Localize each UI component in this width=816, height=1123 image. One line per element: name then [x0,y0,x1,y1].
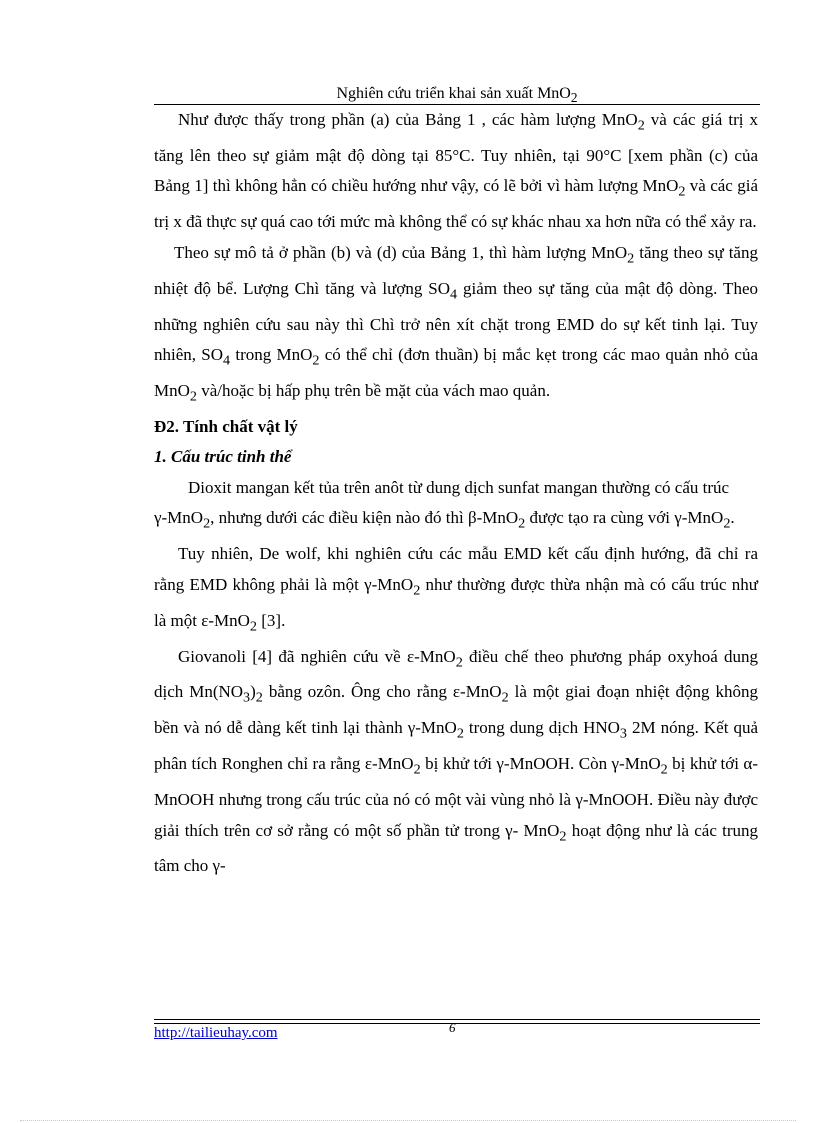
subscript: 2 [501,689,509,706]
subscript: 2 [660,761,668,778]
subscript: 4 [450,286,458,303]
text-run: hoạt động như là các trung tâm cho γ- [154,820,758,876]
text-run: như thường được thừa nhận mà có cấu trúc như là một ε-MnO [154,574,758,630]
subscript: 2 [203,515,211,532]
text-run: và các giá trị x đã thực sự quá cao tới mức mà không thể có sự khác nhau xa hơn nữa có thể xảy ra. [154,176,758,232]
subscript: 2 [455,653,463,670]
subscript: 2 [189,388,197,405]
footer-link[interactable]: http://tailieuhay.com [154,1025,278,1041]
text-run: Như được thấy trong phần (a) của Bảng 1 , các hàm lượng MnO [178,110,638,129]
text-run: Giovanoli [4] đã nghiên cứu về ε-MnO [178,646,456,666]
text-run: 2M nóng. Kết quả phân tích Ronghen chỉ ra rằng ε-MnO [154,718,758,774]
text-run: Tuy nhiên, De wolf, khi nghiên cứu các mẫu EMD kết cấu định hướng, đã chỉ ra rằng EMD không phải là một γ-MnO [154,544,758,594]
subscript: 3 [619,725,627,742]
text-run: có thể chỉ (đơn thuần) bị mắc kẹt trong các mao quản nhỏ của MnO [154,345,758,400]
text-run: ) [250,682,256,702]
footer-rule [154,1019,760,1020]
text-run: và/hoặc bị hấp phụ trên bề mặt của vách mao quản. [196,380,551,400]
text-run: và các giá trị x tăng lên theo sự giảm mật độ dòng tại 85°C. Tuy nhiên, tại 90°C [xem phần (c) của Bảng 1] thì không hẳn có chiều hướng như vậy, có lẽ bởi vì hàm lượng MnO [154,110,758,196]
paragraph-6 [154,642,758,882]
subscript: 2 [678,183,686,200]
text-run: trong dung dịch HNO [463,718,620,738]
header-title-subscript: 2 [570,90,578,106]
subscript: 2 [559,827,567,844]
paragraph-2 [154,238,758,412]
text-run: tăng theo sự tăng nhiệt độ bể. Lượng Chì tăng và lượng SO [154,242,758,298]
paragraph-4 [154,503,758,539]
subscript: 2 [312,352,320,369]
text-run: bị khử tới α-MnOOH nhưng trong cấu trúc của nó có một vài vùng nhỏ là γ-MnOOH. Điều này được giải thích trên cơ sở rằng có một số phần tử trong γ- MnO [154,754,758,840]
text-run: γ-MnO [154,508,204,528]
subscript: 2 [456,725,464,742]
text-run: được tạo ra cùng với γ-MnO [525,508,724,528]
text-run: [3]. [257,610,286,630]
text-run: bị khử tới γ-MnOOH. Còn γ-MnO [420,754,661,774]
subscript: 2 [249,618,257,635]
subscript: 2 [255,689,263,706]
text-run: Theo sự mô tả ở phần (b) và (d) của Bảng 1, thì hàm lượng MnO [174,242,628,262]
document-body [154,105,758,882]
text-run: . [730,508,735,528]
page-bottom-dotted-line [20,1120,796,1121]
subscript: 3 [243,689,251,706]
subscript: 2 [627,250,635,267]
text-run: điều chế theo phương pháp oxyhoá dung dịch Mn(NO [154,646,758,702]
text-run: , nhưng dưới các điều kiện nào đó thì β-MnO [210,508,519,528]
text-run: trong MnO [230,345,313,365]
subscript: 2 [413,582,421,599]
text-run: bằng ozôn. Ông cho rằng ε-MnO [262,682,502,702]
subscript: 2 [637,117,645,134]
section-heading: Đ2. Tính chất vật lý [154,416,298,436]
footer-rule-thin [154,1023,760,1024]
text-run: giảm theo sự tăng của mật độ dòng. Theo những nghiên cứu sau này thì Chì trở nên xít chặt trong EMD do sự kết tinh lại. Tuy nhiên, SO [154,278,758,365]
text-run: Dioxit mangan kết tủa trên anôt từ dung dịch sunfat mangan thường có cấu trúc [188,477,730,497]
paragraph-1 [154,105,758,238]
page-number: 6 [449,1020,456,1035]
subscript: 4 [223,352,231,369]
text-run: là một giai đoạn nhiệt động không bền và nó dễ dàng kết tinh lại thành γ-MnO [154,682,759,738]
subscript: 2 [723,515,731,532]
subsection-heading: 1. Cấu trúc tinh thể [154,447,292,467]
header-title: Nghiên cứu triển khai sản xuất MnO [336,85,571,102]
paragraph-3 [154,473,758,504]
subscript: 2 [413,761,421,778]
paragraph-5 [154,539,758,641]
subscript: 2 [518,515,526,532]
